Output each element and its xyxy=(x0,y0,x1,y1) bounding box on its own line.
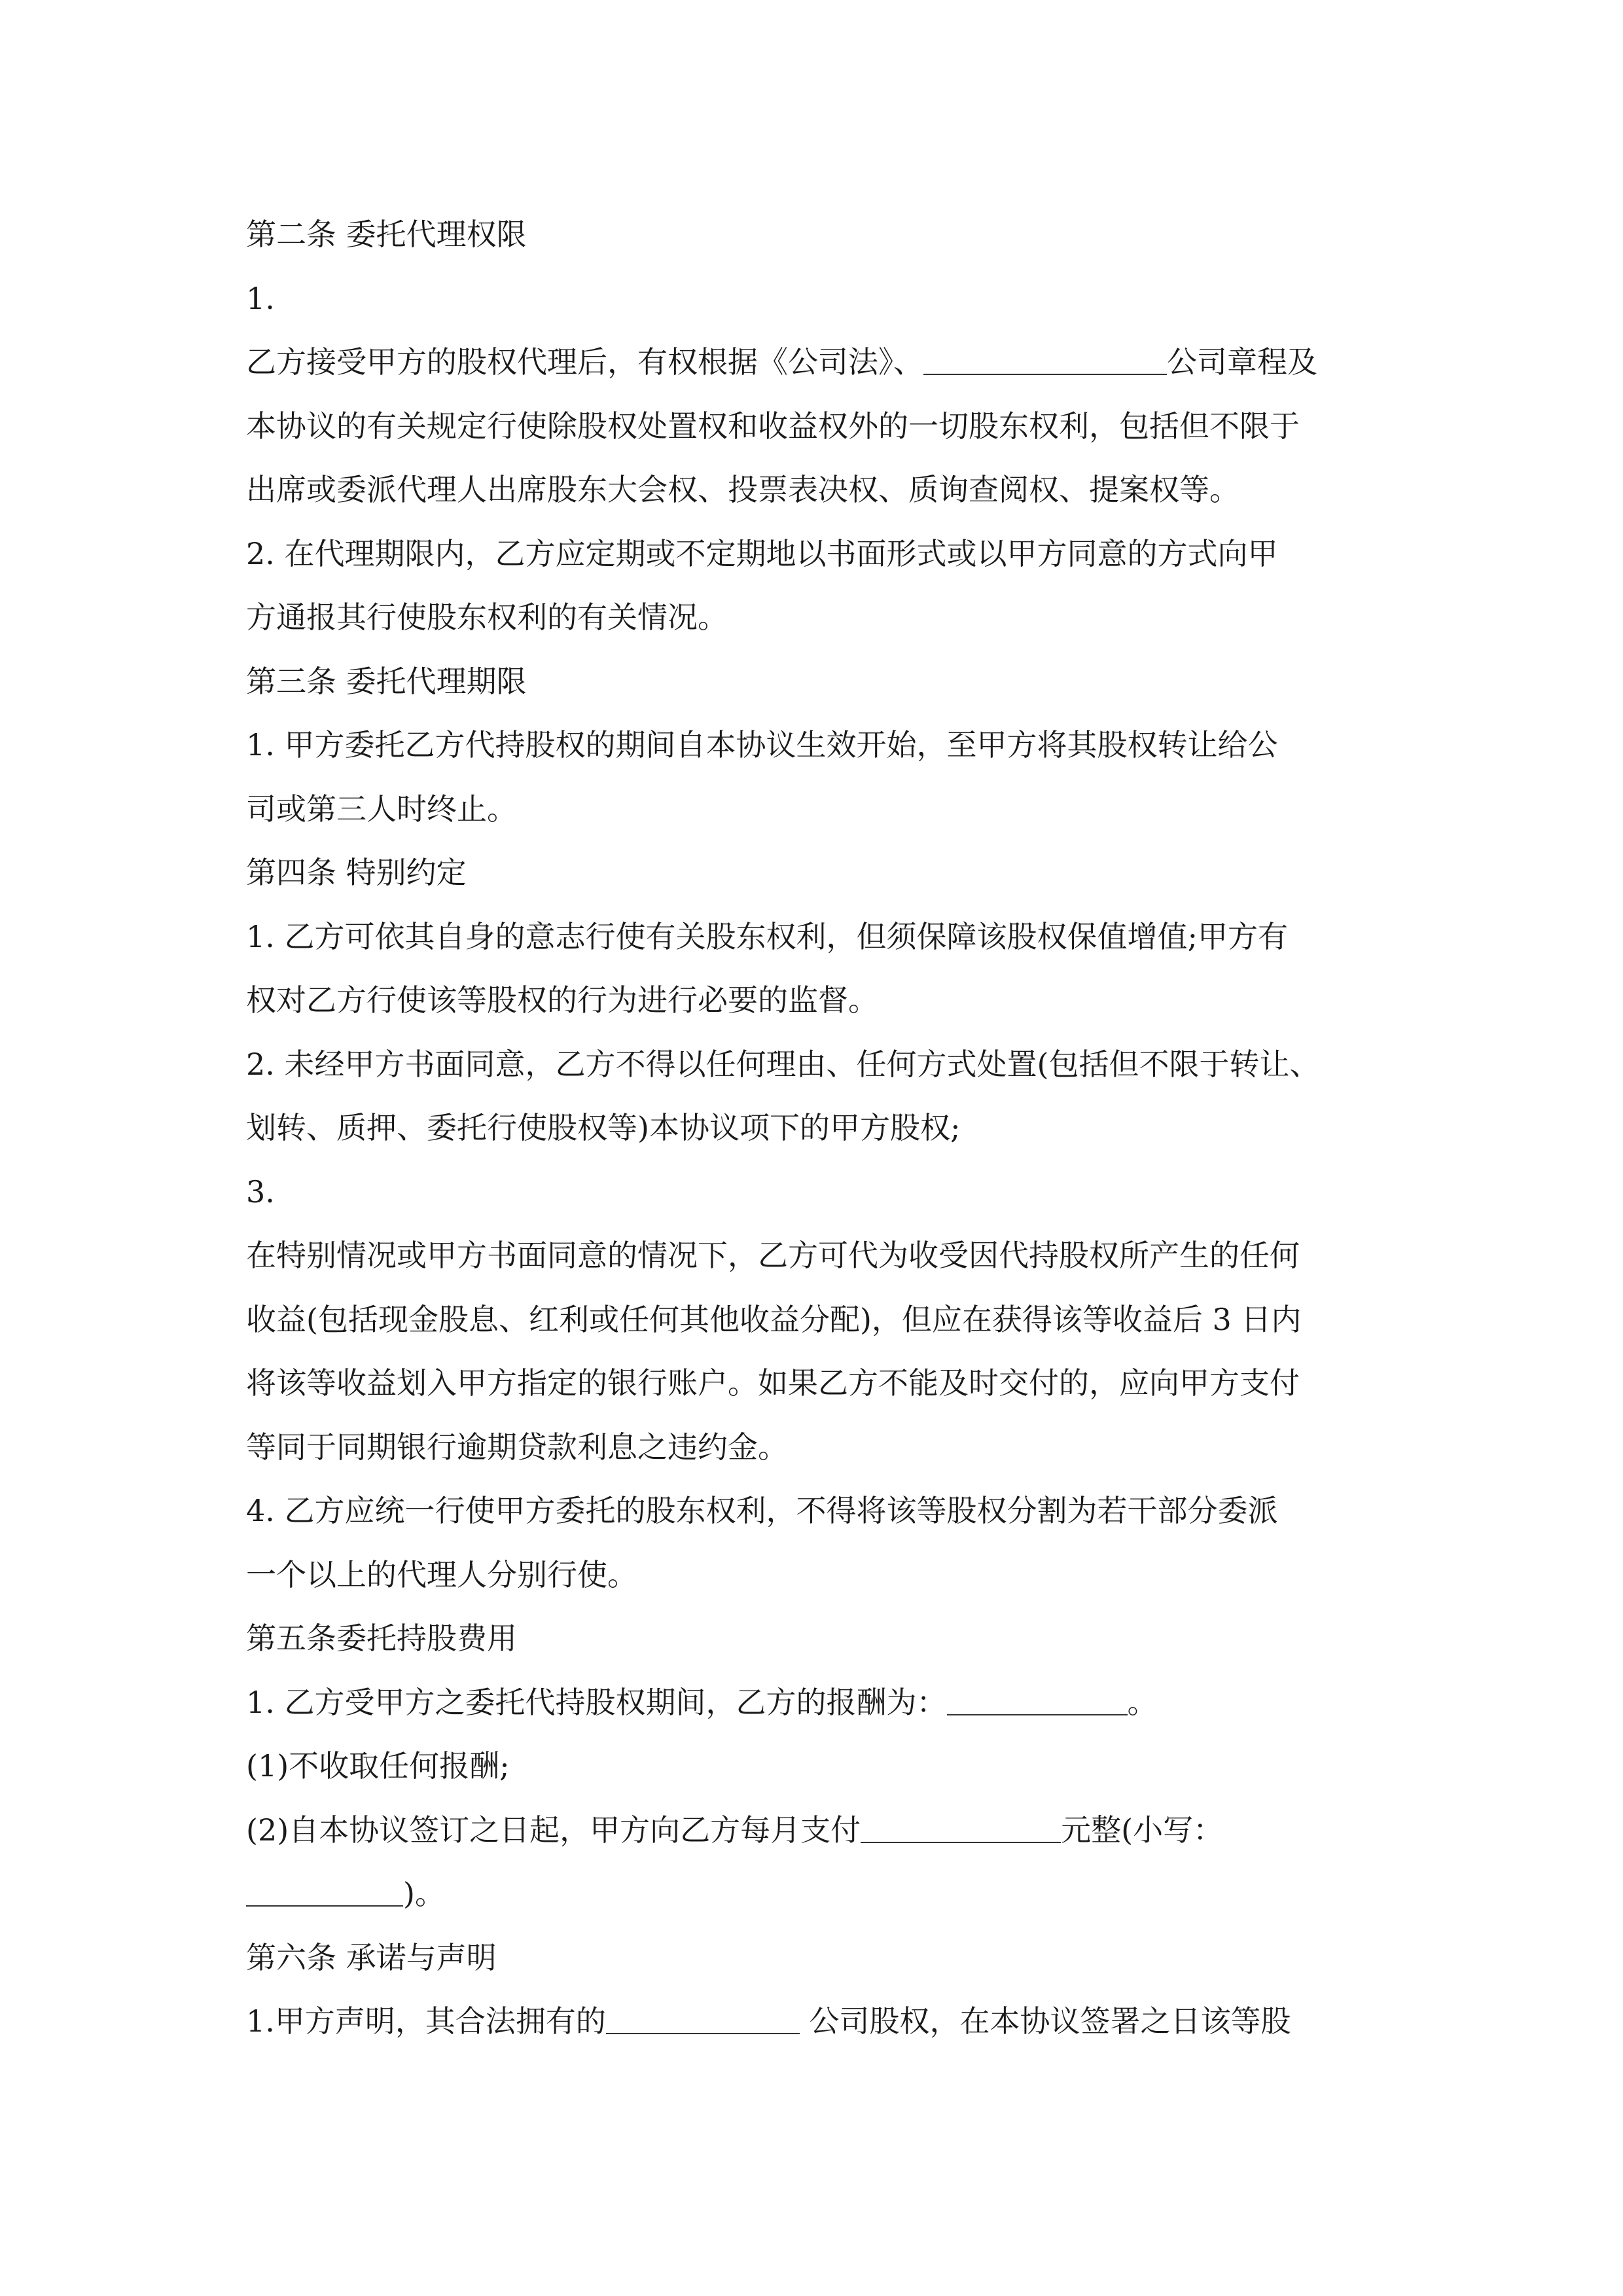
line-text: )。 xyxy=(403,1876,445,1911)
line-text: 公司章程及 xyxy=(1167,344,1317,380)
line-text: 2. 未经甲方书面同意，乙方不得以任何理由、任何方式处置(包括但不限于转让、 xyxy=(246,1046,1320,1082)
line-text: 。 xyxy=(1127,1684,1158,1720)
paragraph-line xyxy=(246,778,1381,842)
line-text: 权对乙方行使该等股权的行为进行必要的监督。 xyxy=(246,982,878,1018)
line-text: 等同于同期银行逾期贷款利息之违约金。 xyxy=(246,1429,788,1465)
line-text: 划转、质押、委托行使股权等)本协议项下的甲方股权; xyxy=(246,1110,961,1145)
line-text: 公司股权，在本协议签署之日该等股 xyxy=(799,2003,1291,2039)
line-text: 3. xyxy=(246,1174,275,1210)
line-text: 1.甲方声明，其合法拥有的 xyxy=(246,2003,606,2039)
line-text: 元整(小写： xyxy=(1061,1812,1224,1848)
paragraph-line xyxy=(246,1416,1381,1480)
line-text: (2)自本协议签订之日起，甲方向乙方每月支付 xyxy=(246,1812,861,1848)
paragraph-line xyxy=(246,1543,1381,1607)
line-text: 司或第三人时终止。 xyxy=(246,791,517,827)
paragraph-line xyxy=(246,1671,1381,1735)
article-2-heading xyxy=(246,203,1381,267)
line-text: 本协议的有关规定行使除股权处置权和收益权外的一切股东权利，包括但不限于 xyxy=(246,408,1300,444)
monthly-payment-blank[interactable] xyxy=(861,1816,1061,1843)
clause-number xyxy=(246,1160,1381,1225)
amount-numeric-blank[interactable] xyxy=(246,1879,403,1907)
line-text: 方通报其行使股东权利的有关情况。 xyxy=(246,600,728,635)
paragraph-line xyxy=(246,1033,1381,1097)
article-3-heading xyxy=(246,650,1381,714)
paragraph-line xyxy=(246,1096,1381,1160)
line-text: 在特别情况或甲方书面同意的情况下，乙方可代为收受因代持股权所产生的任何 xyxy=(246,1238,1300,1273)
line-text: 将该等收益划入甲方指定的银行账户。如果乙方不能及时交付的，应向甲方支付 xyxy=(246,1365,1300,1401)
article-5-heading xyxy=(246,1607,1381,1671)
line-text: 一个以上的代理人分别行使。 xyxy=(246,1556,637,1592)
article-4-heading xyxy=(246,841,1381,905)
paragraph-line xyxy=(246,522,1381,586)
line-text: 2. 在代理期限内，乙方应定期或不定期地以书面形式或以甲方同意的方式向甲 xyxy=(246,535,1278,571)
paragraph-line xyxy=(246,969,1381,1033)
paragraph-line xyxy=(246,1352,1381,1416)
line-text: 第三条 委托代理期限 xyxy=(246,663,527,699)
paragraph-line xyxy=(246,1288,1381,1352)
line-text: 第二条 委托代理权限 xyxy=(246,217,527,252)
line-text: 出席或委派代理人出席股东大会权、投票表决权、质询查阅权、提案权等。 xyxy=(246,472,1240,507)
paragraph-line xyxy=(246,1224,1381,1288)
article-6-heading xyxy=(246,1926,1381,1990)
line-text: 第五条委托持股费用 xyxy=(246,1621,517,1656)
paragraph-line xyxy=(246,586,1381,650)
paragraph-line xyxy=(246,395,1381,459)
line-text: 1. 乙方可依其自身的意志行使有关股东权利，但须保障该股权保值增值;甲方有 xyxy=(246,918,1289,954)
line-text: 乙方接受甲方的股权代理后，有权根据《公司法》、 xyxy=(246,344,923,380)
line-text: (1)不收取任何报酬; xyxy=(246,1748,510,1784)
paragraph-line xyxy=(246,1799,1381,1863)
line-text: 1. xyxy=(246,280,275,316)
paragraph-line xyxy=(246,1862,1381,1926)
paragraph-line xyxy=(246,713,1381,778)
company-name-blank[interactable] xyxy=(923,348,1167,375)
line-text: 收益(包括现金股息、红利或任何其他收益分配)，但应在获得该等收益后 3 日内 xyxy=(246,1301,1302,1337)
line-text: 4. 乙方应统一行使甲方委托的股东权利，不得将该等股权分割为若干部分委派 xyxy=(246,1493,1278,1528)
paragraph-line xyxy=(246,1990,1381,2054)
paragraph-line xyxy=(246,331,1381,395)
paragraph-line xyxy=(246,1734,1381,1799)
company-shares-blank[interactable] xyxy=(606,2007,800,2034)
paragraph-line xyxy=(246,1479,1381,1543)
reward-blank[interactable] xyxy=(947,1688,1128,1715)
line-text: 第六条 承诺与声明 xyxy=(246,1939,497,1975)
line-text: 1. 甲方委托乙方代持股权的期间自本协议生效开始，至甲方将其股权转让给公 xyxy=(246,727,1278,762)
line-text: 1. 乙方受甲方之委托代持股权期间，乙方的报酬为： xyxy=(246,1684,947,1720)
paragraph-line xyxy=(246,458,1381,522)
clause-number xyxy=(246,267,1381,331)
line-text: 第四条 特别约定 xyxy=(246,855,467,890)
document-body xyxy=(246,203,1381,2054)
paragraph-line xyxy=(246,905,1381,969)
